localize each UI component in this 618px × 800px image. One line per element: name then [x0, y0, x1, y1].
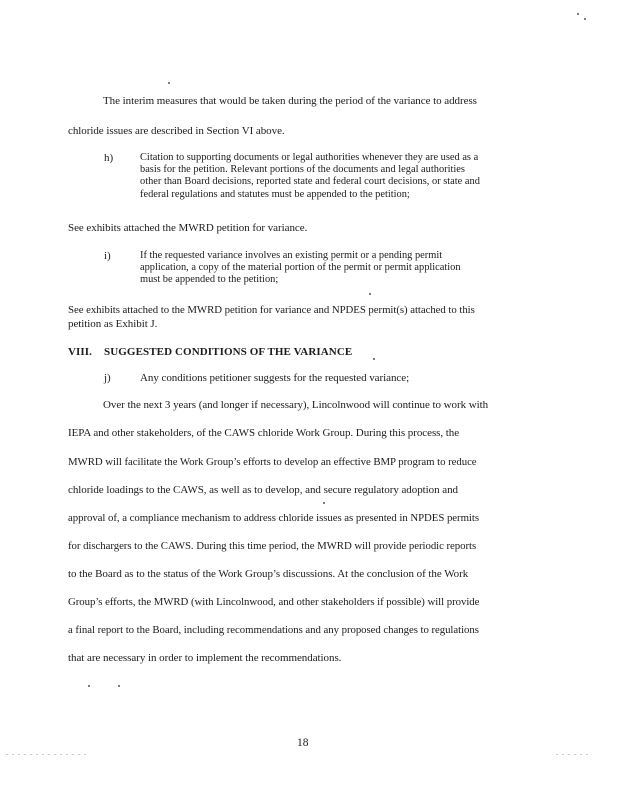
scan-speck [373, 358, 375, 360]
body-line: chloride loadings to the CAWS, as well as to develop, and secure regulatory adoption and [68, 484, 459, 496]
scan-speck [584, 18, 586, 20]
item-i-line: must be appended to the petition; [140, 274, 279, 286]
scan-speck [369, 293, 371, 295]
item-j-text: Any conditions petitioner suggests for the requested variance; [140, 372, 410, 384]
page-number: 18 [297, 737, 309, 749]
item-i-text [140, 250, 461, 287]
item-h-text [140, 152, 480, 201]
body-line: approval of, a compliance mechanism to address chloride issues as presented in NPDES permits [68, 512, 479, 524]
section-title: SUGGESTED CONDITIONS OF THE VARIANCE [104, 346, 353, 358]
see-exhibits-2-line-1: See exhibits attached to the MWRD petition for variance and NPDES permit(s) attached to this [68, 304, 475, 316]
body-line: to the Board as to the status of the Work Group’s discussions. At the conclusion of the Work [68, 568, 469, 580]
scan-dots: . . . . . . [556, 748, 589, 757]
scan-speck [118, 685, 120, 687]
body-line: MWRD will facilitate the Work Group’s efforts to develop an effective BMP program to reduce [68, 456, 477, 468]
item-i-label: i) [104, 250, 111, 262]
scan-speck [577, 13, 579, 15]
item-h-line: other than Board decisions, reported state and federal court decisions, or state and [140, 176, 480, 188]
scan-speck [168, 82, 170, 84]
item-h-line: Citation to supporting documents or legal authorities whenever they are used as a [140, 152, 479, 163]
item-i-line: If the requested variance involves an existing permit or a pending permit [140, 250, 443, 261]
see-exhibits-1: See exhibits attached the MWRD petition for variance. [68, 222, 308, 234]
intro-line-1: The interim measures that would be taken during the period of the variance to address [103, 95, 477, 107]
item-i-line: application, a copy of the material portion of the permit or permit application [140, 262, 461, 274]
scan-dots: . . . . . . . . . . . . . . [6, 748, 87, 757]
scan-speck [323, 502, 325, 504]
body-line: for dischargers to the CAWS. During this time period, the MWRD will provide periodic reports [68, 540, 477, 552]
section-number: VIII. [68, 346, 93, 358]
body-line: that are necessary in order to implement the recommendations. [68, 652, 342, 664]
body-line: Over the next 3 years (and longer if necessary), Lincolnwood will continue to work with [103, 399, 489, 411]
scan-speck [88, 685, 90, 687]
intro-line-2: chloride issues are described in Section VI above. [68, 125, 285, 137]
body-line: Group’s efforts, the MWRD (with Lincolnwood, and other stakeholders if possible) will provide [68, 596, 480, 608]
item-j-label: j) [104, 372, 111, 384]
item-h-label: h) [104, 152, 114, 164]
see-exhibits-2-line-2: petition as Exhibit J. [68, 318, 158, 330]
body-line: IEPA and other stakeholders, of the CAWS chloride Work Group. During this process, the [68, 427, 460, 439]
item-h-line: federal regulations and statutes must be appended to the petition; [140, 188, 410, 200]
item-h-line: basis for the petition. Relevant portions of the documents and legal authorities [140, 164, 465, 176]
body-line: a final report to the Board, including recommendations and any proposed changes to regulations [68, 624, 479, 636]
